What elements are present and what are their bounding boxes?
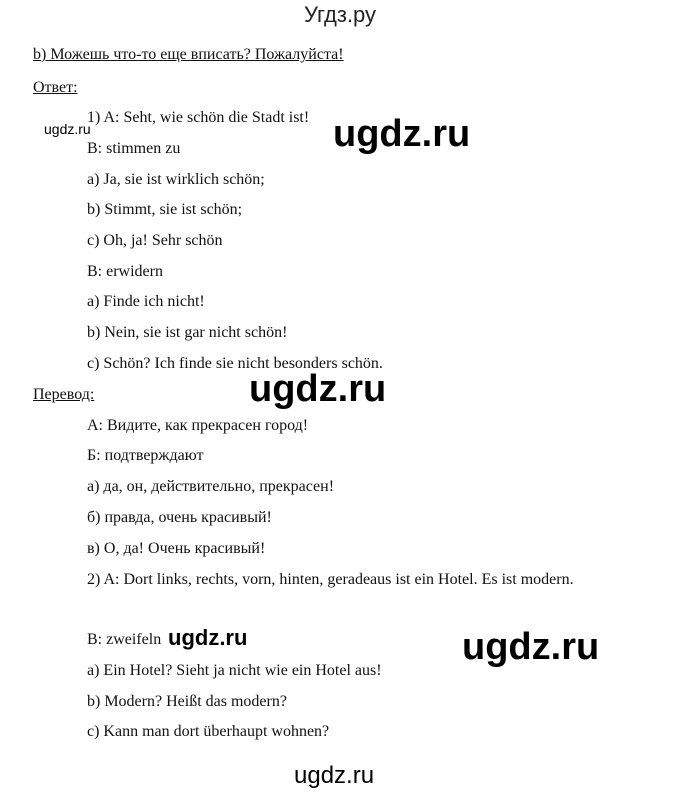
answer-line-6: B: erwidern xyxy=(87,263,163,280)
watermark-3: ugdz.ru xyxy=(462,626,600,668)
watermark-2: ugdz.ru xyxy=(249,368,387,410)
answer-line-7: a) Finde ich nicht! xyxy=(87,293,205,310)
part2-line-1: B: zweifeln xyxy=(87,631,162,648)
watermark-mid: ugdz.ru xyxy=(168,625,248,650)
answer-line-9: c) Schön? Ich finde sie nicht besonders schön. xyxy=(87,355,383,372)
part2-line-2: a) Ein Hotel? Sieht ja nicht wie ein Hotel aus! xyxy=(87,662,382,679)
translation-line-3: а) да, он, действительно, прекрасен! xyxy=(87,478,335,495)
answer-line-5: c) Oh, ja! Sehr schön xyxy=(87,232,223,249)
task-heading: b) Можешь что-то еще вписать? Пожалуйста! xyxy=(33,46,344,63)
translation-label: Перевод: xyxy=(33,386,95,403)
watermark-1: ugdz.ru xyxy=(333,113,471,155)
translation-line-2: Б: подтверждают xyxy=(87,447,204,464)
translation-line-5: в) О, да! Очень красивый! xyxy=(87,540,266,557)
answer-line-1: 1) A: Seht, wie schön die Stadt ist! xyxy=(87,109,310,126)
translation-line-4: б) правда, очень красивый! xyxy=(87,509,272,526)
footer-watermark: ugdz.ru xyxy=(294,762,375,789)
translation-line-1: A: Видите, как прекрасен город! xyxy=(87,417,309,434)
answer-line-3: a) Ja, sie ist wirklich schön; xyxy=(87,171,265,188)
answer-line-2: B: stimmen zu xyxy=(87,140,181,157)
site-title: Угдз.ру xyxy=(303,2,377,27)
answer-label: Ответ: xyxy=(33,79,78,96)
part2-line-4: c) Kann man dort überhaupt wohnen? xyxy=(87,723,330,740)
answer-line-8: b) Nein, sie ist gar nicht schön! xyxy=(87,324,288,341)
part2-paragraph: 2) A: Dort links, rechts, vorn, hinten, geradeaus ist ein Hotel. Es ist modern. xyxy=(87,571,574,588)
part2-line-3: b) Modern? Heißt das modern? xyxy=(87,693,287,710)
answer-line-4: b) Stimmt, sie ist schön; xyxy=(87,201,243,218)
watermark-small: ugdz.ru xyxy=(44,121,91,137)
